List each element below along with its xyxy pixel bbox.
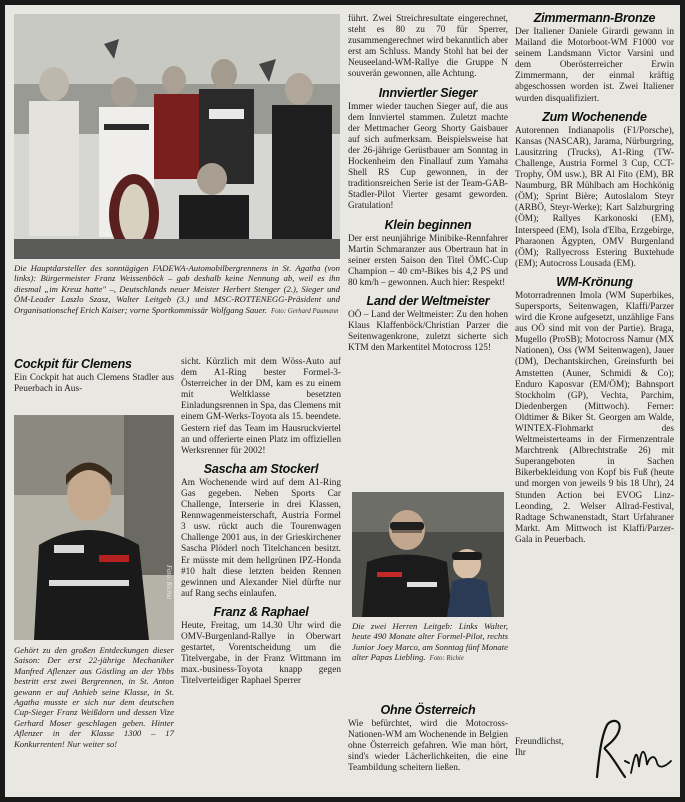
franz-text: Heute, Freitag, um 14.30 Uhr wird die OMV-Burgenland-Rallye in Oberwart gestartet, Vorentscheidung um die Titelvergabe, in der Franz Wittmann im max.-business-Toyota knapp gegen Titelverteidiger Raphael Sperrer [181, 620, 341, 687]
franz-headline: Franz & Raphael [213, 604, 309, 619]
leitgeb-caption-credit: Foto: Richie [429, 655, 464, 663]
greeting-line: Freundlichst, [515, 737, 564, 747]
sascha-text: Am Wochenende wird auf dem A1-Ring Gas gegeben. Neben Sports Car Challenge, Interserie in drei Klassen, Rennwagenmeisterschaft, Austria Formel 3 usw. rückt auch die Tourenwagen Challenge 2001 aus, in der Grieskirchener Sascha Plöderl noch Titelchancen besitzt. Er müsste mit dem hellgrünen IPZ-Honda #10 halt diese letzten beiden Rennen gewinnen und Alexander Niel dürfte nur auf Rang sechs einlaufen. [181, 477, 341, 599]
aflenzer-photo [14, 415, 174, 640]
zimmermann-headline: Zimmermann-Bronze [533, 11, 656, 25]
col2 [181, 357, 341, 687]
wm-text: Motorradrennen Imola (WM Superbikes, Supersports, Seitenwagen, Klaffi/Parzer wird die Krone aufgesetzt, unzählige Fans aus OÖ sind mit von der Partie). Braga, Mugello (ProSB); Motocross Namur (MX Nationen), Oss (WM Seitenwagen), Jauer (DM), Dechantskirchen, Greinsfurth bei Amstetten (Auner, Schmidi & Co); Enduro Kaposvar (EM/ÖM); Bahnsport Stockholm (GP), Vechta, Parchim, Diedenbergen (Mittwoch). Ferner: Oldtimer & Biker St. Georgen am Walde, WINTEX-Flohmarkt des Weltmeisterteams in der Firmenzentrale Marchtrenk (Albrechtstraße 26) mit Superangeboten in Sachen Bikerbekleidung von Kopf bis Fuß (heute und morgen von jeweils 9 bis 18 Uhr), 24 Stunden Action bei EVOG Linz-Leonding, 2. Welser Allrad-Festival, Radtage Schwanenstadt, Start Urfahraner Markt. Am Mittwoch ist Klaffi/Parzer-Gala in Peuerbach. [515, 290, 674, 545]
signature-image [585, 717, 675, 787]
col3-continued: führt. Zwei Streichresultate eingerechnet, steht es 80 zu 70 für Sperrer, zusammengerechnet wird bekanntlich aber erst am Schluss. Mandy Stohl hat bei der Neuseeland-WM-Rallye die Gruppe N souverän gewonnen, alle Achtung. [348, 14, 508, 80]
cockpit-article [14, 357, 174, 395]
group-photo-image [14, 14, 340, 259]
leitgeb-photo [352, 492, 504, 617]
ohne-article [348, 703, 508, 774]
aflenzer-caption: Gehört zu den großen Entdeckungen dieser Saison: Der erst 22-jährige Mechaniker Manfred Aflenzer aus Göstling an der Ybbs bestritt erst zwei Bergrennen, in St. Anton gewann er auf Anhieb seine Klasse, in St. Agatha musste er sich nur dem deutschen Cup-Sieger Franz Weißdorn und dessen Vize Gerhard Moser geschlagen geben. Hinter Aflenzer in der Klasse 1300 – 17 Konkurrenten! Nur weiter so! [14, 645, 174, 749]
wochenende-text: Autorennen Indianapolis (F1/Porsche), Kansas (NASCAR), Jarama, Nürburgring, Lausitzring (Trucks), A1-Ring (TW-Challenge, Austria Formel 3 Cup, CCT-Trophy, ÖM usw.), BR Al Fito (EM), BR Naumburg, BR Mühlbach am Hochkönig (ÖM); Sprint Bière; Autoslalom Steyr (ARBÖ, Steyr-Werke); Kart Salzburgring (ÖM); Rallyes Karkonoski (EM), Interspeed (EM), Isola d'Elba, Erzgebirge, Pharaonen Ägypten, OMV Burgenland (ÖM); Rallyecross Estering Buxtehude (EM); Autocross Lousada (EM). [515, 125, 674, 269]
newspaper-page [5, 5, 680, 797]
signoff-line: Ihr [515, 748, 526, 759]
innviertler-text: Immer wieder tauchen Sieger auf, die aus dem Innviertel stammen. Zuletzt machte der Mettmacher Georg Shorty Gaisbauer auf sich aufmerksam. Beispielsweise hat der 26-jährige Gerüstbauer am Sonntag in Hockenheim den Finallauf zum Yamaha Shell RS Cup gewonnen, in der traditionsreichen Serie ist der Team-GAB-Stadler-Pilot Vierter gesamt geworden. Gratulation! [348, 101, 508, 212]
col3-top [348, 14, 508, 354]
top-photo-caption-text: Die Hauptdarsteller des sonntägigen FADEWA-Automobilbergrennens in St. Agatha (von links): Bürgermeister Franz Weissenböck – gab deshalb keine Nennung ab, weil es ihn diesmal „im Kreuz hatte" –, Deutschlands neuer Meister Herbert Stenger (2.), Sieger und ÖM-Leader Laszlo Szasz, Walter Leitgeb (3.) und MSC-ROTTENEGG-Präsident und Organisationschef Erich Kaiser; vorne Sportkommissär Wolfgang Sauer. [14, 263, 340, 315]
sascha-headline: Sascha am Stockerl [203, 461, 319, 476]
zimmermann-text: Der Italiener Daniele Girardi gewann in Mailand die Motorboot-WM F1000 vor seinem Landsmann Victor Varsini und dem Oberösterreicher Erwin Zimmermann, der einmal kräftig abgeschossen worden ist. Zwei Italiener wurden disqualifiziert. [515, 27, 674, 104]
ohne-headline: Ohne Österreich [380, 703, 476, 717]
cockpit-headline: Cockpit für Clemens [14, 357, 132, 371]
leitgeb-caption-text: Die zwei Herren Leitgeb: Links Walter, heute 490 Monate alter Formel-Pilot, rechts Junior Joey Marco, am Sonntag fünf Monate alter Papas Liebling. [352, 621, 508, 663]
leitgeb-caption [352, 621, 508, 665]
klein-text: Der erst neunjährige Minibike-Rennfahrer Martin Schmaranzer aus Obertraun hat in seiner ersten Saison den Titel ÖMC-Cup Champion – 40 cm³-Bikes bis 4,2 PS und 80 km/h – gewonnen. Auch hier: Respekt! [348, 233, 508, 288]
aflenzer-photo-credit: Foto: Richie [165, 565, 172, 600]
aflenzer-photo-image [14, 415, 174, 640]
ohne-text: Wie befürchtet, wird die Motocross-Nationen-WM am Wochenende in Belgien ohne Österreich gefahren. Wie man hört, sind's wieder Lächerlichkeiten, die eine Teambildung scheitern ließen. [348, 719, 508, 774]
cockpit-intro: Ein Cockpit hat auch Clemens Stadler aus Peuerbach in Aus- [14, 373, 174, 395]
top-photo-group [14, 14, 340, 259]
weltmeister-headline: Land der Weltmeister [366, 293, 490, 308]
top-photo-caption [14, 263, 340, 317]
richie-signature [585, 717, 675, 787]
closing-greeting [515, 737, 585, 759]
klein-headline: Klein beginnen [384, 217, 472, 232]
col4 [515, 11, 674, 546]
wm-headline: WM-Krönung [556, 274, 633, 289]
leitgeb-photo-image [352, 492, 504, 617]
top-photo-credit: Foto: Gerhard Paumann [270, 307, 339, 315]
innviertler-headline: Innviertler Sieger [378, 85, 478, 100]
wochenende-headline: Zum Wochenende [542, 109, 647, 124]
weltmeister-text: OÖ – Land der Weltmeister: Zu den hohen Klaus Klaffenböck/Christian Parzer die Seitenwagenkrone, zuletzt sicherte sich KTM den Markentitel Motocross 125! [348, 309, 508, 354]
cockpit-continued: sicht. Kürzlich mit dem Wöss-Auto auf dem A1-Ring bester Formel-3-Österreicher in der DM, kam es zu einem mit Weltklasse besetzten Einladungsrennen in Spa, das Clemens mit einem GM-Werks-Toyota als 15. beendete. Gestern rief das Team im Hausruckviertel an und offerierte einen Platz im offiziellen Werksrenner für 2002! [181, 357, 341, 456]
